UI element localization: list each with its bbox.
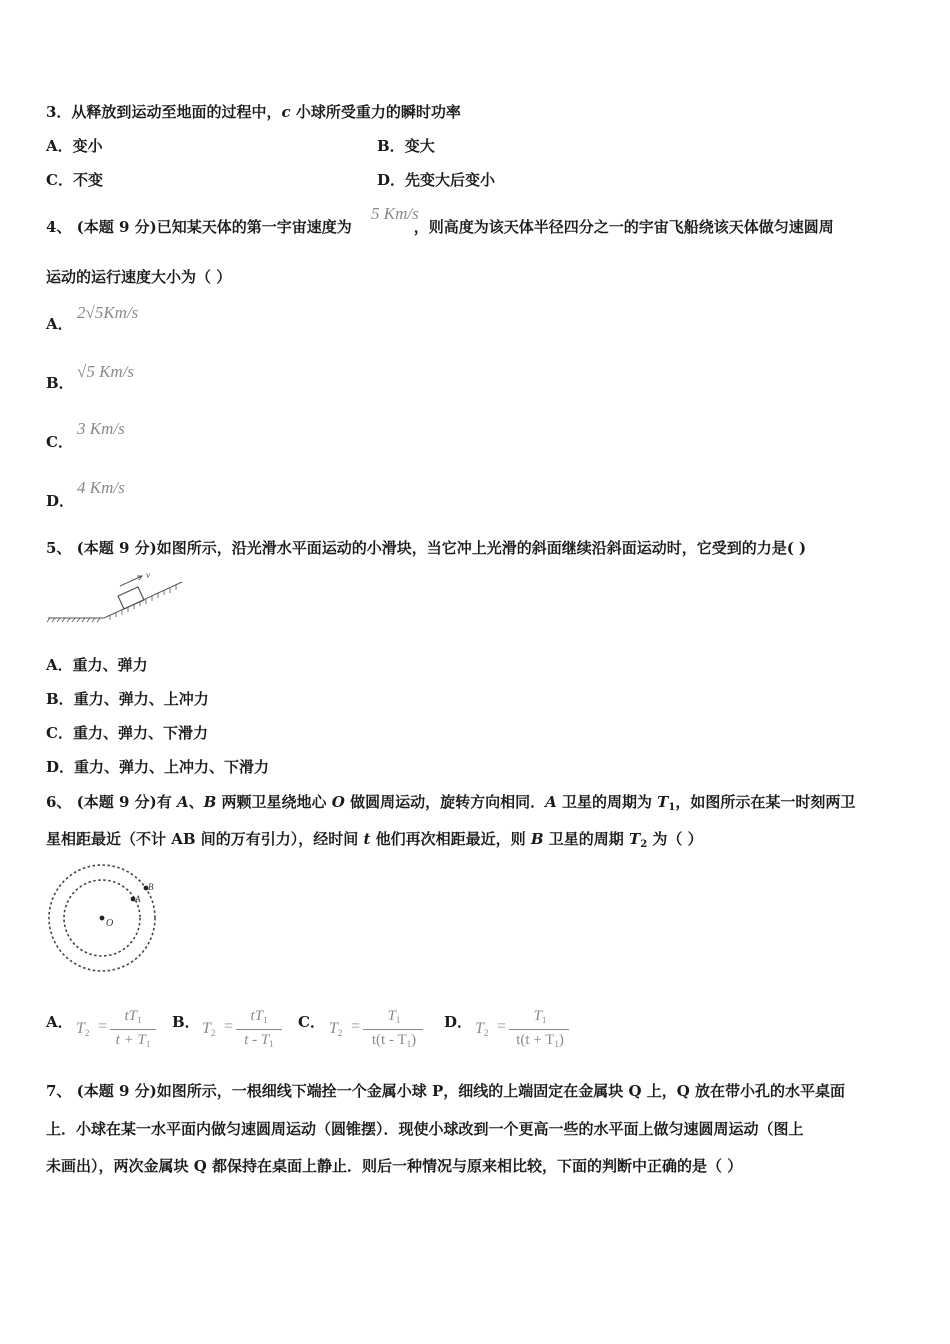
q7-stem-line3: 未画出），两次金属块 Q 都保持在桌面上静止．则后一种情况与原来相比较，下面的判断中正确的是（ ） (46, 1157, 743, 1175)
q4-stem-math: 5 Km/s (371, 204, 419, 223)
q5-option-a: A．重力、弹力 (46, 656, 148, 674)
q6-stem-line2: 星相距最近（不计 AB 间的万有引力），经时间 t 他们再次相距最近，则 B 卫星的周期 $T_2$ 为（ ） (46, 830, 703, 850)
q4-option-a-math: 2√5Km/s (77, 303, 139, 322)
q6-option-d-letter: D． (444, 1013, 473, 1031)
q6-option-b-letter: B． (172, 1013, 200, 1031)
q5-option-d: D．重力、弹力、上冲力、下滑力 (46, 758, 270, 776)
satellite-b-label: B (148, 882, 154, 892)
q4-option-c-letter: C． (46, 433, 73, 451)
q6-option-a-letter: A． (46, 1013, 73, 1031)
q6-stem-line1: 6、 (本题 9 分)有 A、B 两颗卫星绕地心 O 做圆周运动，旋转方向相同．A 卫星的周期为 $T_1$，如图所示在某一时刻两卫 (46, 793, 856, 813)
q7-stem-line2: 上．小球在某一水平面内做匀速圆周运动（圆锥摆）．现使小球改到一个更高一些的水平面上做匀速圆周运动（图上 (46, 1120, 804, 1138)
q4-option-c-math: 3 Km/s (77, 419, 125, 438)
q6-option-c-formula: T2 = $T_1$ $t(t - T_1)$ (329, 1008, 429, 1056)
q5-option-c: C．重力、弹力、下滑力 (46, 724, 208, 742)
q4-option-a-letter: A． (46, 315, 73, 333)
q6-option-c-letter: C． (298, 1013, 325, 1031)
q3-stem: 3．从释放到运动至地面的过程中，c 小球所受重力的瞬时功率 (46, 103, 461, 121)
q4-option-b-math: √5 Km/s (77, 362, 135, 381)
q6-option-b-formula: T2 = $tT_1$ t - $T_1$ (202, 1008, 287, 1056)
q7-stem-line1: 7、 (本题 9 分)如图所示，一根细线下端拴一个金属小球 P，细线的上端固定在金属块 Q 上，Q 放在带小孔的水平桌面 (46, 1082, 846, 1100)
q5-stem: 5、 (本题 9 分)如图所示，沿光滑水平面运动的小滑块，当它冲上光滑的斜面继续沿斜面运动时，它受到的力是( ) (46, 539, 807, 557)
q3-option-a: A．变小 (46, 137, 103, 155)
q4-option-d-letter: D． (46, 492, 75, 510)
incline-figure (44, 568, 186, 626)
earth-center-label: O (106, 918, 114, 929)
q3-option-c: C．不变 (46, 171, 103, 189)
q4-stem-line1: 4、 (本题 9 分)已知某天体的第一宇宙速度为 ，则高度为该天体半径四分之一的宇宙飞船绕该天体做匀速圆周 (46, 218, 834, 236)
q4-stem-line2: 运动的运行速度大小为（ ） (46, 268, 232, 286)
q3-option-d: D．先变大后变小 (377, 171, 496, 189)
q6-option-a-formula: T2 = $tT_1$ $t + T_1$ (76, 1008, 161, 1056)
satellite-a-label: A (135, 894, 141, 904)
q6-option-d-formula: T2 = $T_1$ $t(t + T_1)$ (475, 1008, 575, 1056)
q4-option-b-letter: B． (46, 374, 74, 392)
q4-option-d-math: 4 Km/s (77, 478, 125, 497)
velocity-label: v (146, 570, 150, 580)
q5-option-b: B．重力、弹力、上冲力 (46, 690, 209, 708)
orbit-figure (44, 862, 162, 974)
q3-option-b: B．变大 (377, 137, 435, 155)
